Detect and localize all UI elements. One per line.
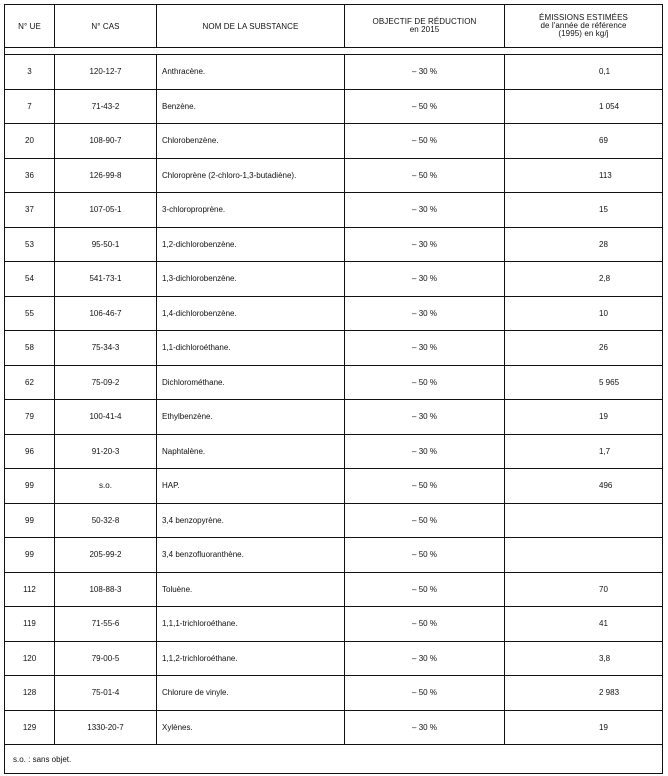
cell-objective: – 50 % bbox=[345, 607, 505, 642]
cell-objective: – 50 % bbox=[345, 469, 505, 504]
cell-ue: 112 bbox=[5, 572, 55, 607]
header-name: NOM DE LA SUBSTANCE bbox=[157, 5, 345, 48]
table-row bbox=[5, 227, 663, 262]
cell-emissions: 19 bbox=[505, 710, 663, 745]
header-ue: N° UE bbox=[5, 5, 55, 48]
cell-ue: 20 bbox=[5, 124, 55, 159]
table-row bbox=[5, 538, 663, 573]
cell-name: 1,2-dichlorobenzène. bbox=[157, 227, 345, 262]
cell-cas: 107-05-1 bbox=[55, 193, 157, 228]
cell-objective: – 30 % bbox=[345, 296, 505, 331]
cell-name: Anthracène. bbox=[157, 55, 345, 90]
cell-emissions: 2,8 bbox=[505, 262, 663, 297]
cell-cas: 108-90-7 bbox=[55, 124, 157, 159]
cell-ue: 99 bbox=[5, 538, 55, 573]
cell-ue: 119 bbox=[5, 607, 55, 642]
header-objective bbox=[345, 5, 505, 48]
cell-ue: 36 bbox=[5, 158, 55, 193]
cell-ue: 99 bbox=[5, 503, 55, 538]
cell-cas: s.o. bbox=[55, 469, 157, 504]
table-row bbox=[5, 503, 663, 538]
cell-cas: 106-46-7 bbox=[55, 296, 157, 331]
table-row bbox=[5, 193, 663, 228]
header-cas: N° CAS bbox=[55, 5, 157, 48]
table-row bbox=[5, 89, 663, 124]
cell-ue: 120 bbox=[5, 641, 55, 676]
cell-objective: – 30 % bbox=[345, 331, 505, 366]
cell-emissions: 5 965 bbox=[505, 365, 663, 400]
cell-ue: 128 bbox=[5, 676, 55, 711]
table-row bbox=[5, 262, 663, 297]
cell-name: Chlorure de vinyle. bbox=[157, 676, 345, 711]
cell-emissions: 0,1 bbox=[505, 55, 663, 90]
cell-emissions: 496 bbox=[505, 469, 663, 504]
header-objective-line2: en 2015 bbox=[409, 25, 440, 34]
cell-emissions: 28 bbox=[505, 227, 663, 262]
cell-ue: 79 bbox=[5, 400, 55, 435]
cell-cas: 108-88-3 bbox=[55, 572, 157, 607]
cell-objective: – 50 % bbox=[345, 538, 505, 573]
header-gap bbox=[5, 48, 663, 55]
cell-ue: 96 bbox=[5, 434, 55, 469]
cell-name: Naphtalène. bbox=[157, 434, 345, 469]
table-row bbox=[5, 158, 663, 193]
cell-emissions: 2 983 bbox=[505, 676, 663, 711]
cell-objective: – 30 % bbox=[345, 262, 505, 297]
cell-objective: – 30 % bbox=[345, 193, 505, 228]
table-header bbox=[5, 5, 663, 55]
cell-ue: 7 bbox=[5, 89, 55, 124]
cell-ue: 53 bbox=[5, 227, 55, 262]
header-emissions-line3: (1995) en kg/j bbox=[558, 29, 609, 38]
table-row bbox=[5, 676, 663, 711]
cell-cas: 95-50-1 bbox=[55, 227, 157, 262]
footnote: s.o. : sans objet. bbox=[5, 745, 663, 774]
cell-cas: 100-41-4 bbox=[55, 400, 157, 435]
table-row bbox=[5, 469, 663, 504]
table-row bbox=[5, 572, 663, 607]
cell-name: Ethylbenzène. bbox=[157, 400, 345, 435]
cell-name: 3,4 benzofluoranthène. bbox=[157, 538, 345, 573]
table-row bbox=[5, 434, 663, 469]
cell-emissions: 1,7 bbox=[505, 434, 663, 469]
cell-objective: – 30 % bbox=[345, 641, 505, 676]
cell-cas: 120-12-7 bbox=[55, 55, 157, 90]
cell-ue: 3 bbox=[5, 55, 55, 90]
cell-cas: 50-32-8 bbox=[55, 503, 157, 538]
cell-emissions: 69 bbox=[505, 124, 663, 159]
cell-emissions: 15 bbox=[505, 193, 663, 228]
cell-ue: 37 bbox=[5, 193, 55, 228]
header-emissions-line2: de l'année de référence bbox=[540, 21, 627, 30]
cell-name: 1,1,2-trichloroéthane. bbox=[157, 641, 345, 676]
cell-emissions: 41 bbox=[505, 607, 663, 642]
header-objective-line1: OBJECTIF DE RÉDUCTION bbox=[372, 17, 477, 26]
cell-objective: – 50 % bbox=[345, 158, 505, 193]
cell-cas: 126-99-8 bbox=[55, 158, 157, 193]
table-row bbox=[5, 710, 663, 745]
cell-cas: 71-55-6 bbox=[55, 607, 157, 642]
cell-name: HAP. bbox=[157, 469, 345, 504]
cell-objective: – 50 % bbox=[345, 89, 505, 124]
cell-ue: 55 bbox=[5, 296, 55, 331]
cell-objective: – 30 % bbox=[345, 227, 505, 262]
cell-objective: – 30 % bbox=[345, 400, 505, 435]
table-body bbox=[5, 55, 663, 745]
cell-objective: – 30 % bbox=[345, 434, 505, 469]
table-row bbox=[5, 55, 663, 90]
cell-name: 3-chloroproprène. bbox=[157, 193, 345, 228]
substances-table bbox=[4, 4, 663, 774]
cell-objective: – 50 % bbox=[345, 676, 505, 711]
cell-name: 3,4 benzopyrène. bbox=[157, 503, 345, 538]
cell-cas: 541-73-1 bbox=[55, 262, 157, 297]
cell-name: 1,3-dichlorobenzène. bbox=[157, 262, 345, 297]
cell-emissions: 10 bbox=[505, 296, 663, 331]
table-row bbox=[5, 641, 663, 676]
cell-emissions: 19 bbox=[505, 400, 663, 435]
cell-emissions: 70 bbox=[505, 572, 663, 607]
cell-cas: 75-09-2 bbox=[55, 365, 157, 400]
cell-cas: 75-01-4 bbox=[55, 676, 157, 711]
cell-name: 1,1,1-trichloroéthane. bbox=[157, 607, 345, 642]
cell-objective: – 30 % bbox=[345, 55, 505, 90]
cell-cas: 79-00-5 bbox=[55, 641, 157, 676]
cell-cas: 1330-20-7 bbox=[55, 710, 157, 745]
cell-emissions: 1 054 bbox=[505, 89, 663, 124]
cell-name: Benzène. bbox=[157, 89, 345, 124]
table-row bbox=[5, 607, 663, 642]
cell-emissions: 3,8 bbox=[505, 641, 663, 676]
cell-name: Toluène. bbox=[157, 572, 345, 607]
cell-cas: 205-99-2 bbox=[55, 538, 157, 573]
cell-name: Xylènes. bbox=[157, 710, 345, 745]
cell-ue: 54 bbox=[5, 262, 55, 297]
cell-emissions bbox=[505, 538, 663, 573]
cell-objective: – 50 % bbox=[345, 503, 505, 538]
header-emissions bbox=[505, 5, 663, 48]
cell-name: 1,4-dichlorobenzène. bbox=[157, 296, 345, 331]
cell-cas: 91-20-3 bbox=[55, 434, 157, 469]
cell-ue: 62 bbox=[5, 365, 55, 400]
cell-emissions: 26 bbox=[505, 331, 663, 366]
cell-ue: 99 bbox=[5, 469, 55, 504]
cell-cas: 71-43-2 bbox=[55, 89, 157, 124]
cell-objective: – 50 % bbox=[345, 365, 505, 400]
cell-name: 1,1-dichloroéthane. bbox=[157, 331, 345, 366]
header-emissions-line1: ÉMISSIONS ESTIMÉES bbox=[539, 13, 628, 22]
cell-name: Chlorobenzène. bbox=[157, 124, 345, 159]
table-row bbox=[5, 400, 663, 435]
cell-emissions bbox=[505, 503, 663, 538]
table-row bbox=[5, 365, 663, 400]
cell-name: Chloroprène (2-chloro-1,3-butadiène). bbox=[157, 158, 345, 193]
cell-objective: – 30 % bbox=[345, 710, 505, 745]
cell-objective: – 50 % bbox=[345, 124, 505, 159]
substances-table-document bbox=[4, 4, 662, 772]
table-row bbox=[5, 124, 663, 159]
cell-name: Dichlorométhane. bbox=[157, 365, 345, 400]
cell-emissions: 113 bbox=[505, 158, 663, 193]
cell-objective: – 50 % bbox=[345, 572, 505, 607]
cell-ue: 58 bbox=[5, 331, 55, 366]
cell-cas: 75-34-3 bbox=[55, 331, 157, 366]
table-row bbox=[5, 331, 663, 366]
cell-ue: 129 bbox=[5, 710, 55, 745]
table-row bbox=[5, 296, 663, 331]
